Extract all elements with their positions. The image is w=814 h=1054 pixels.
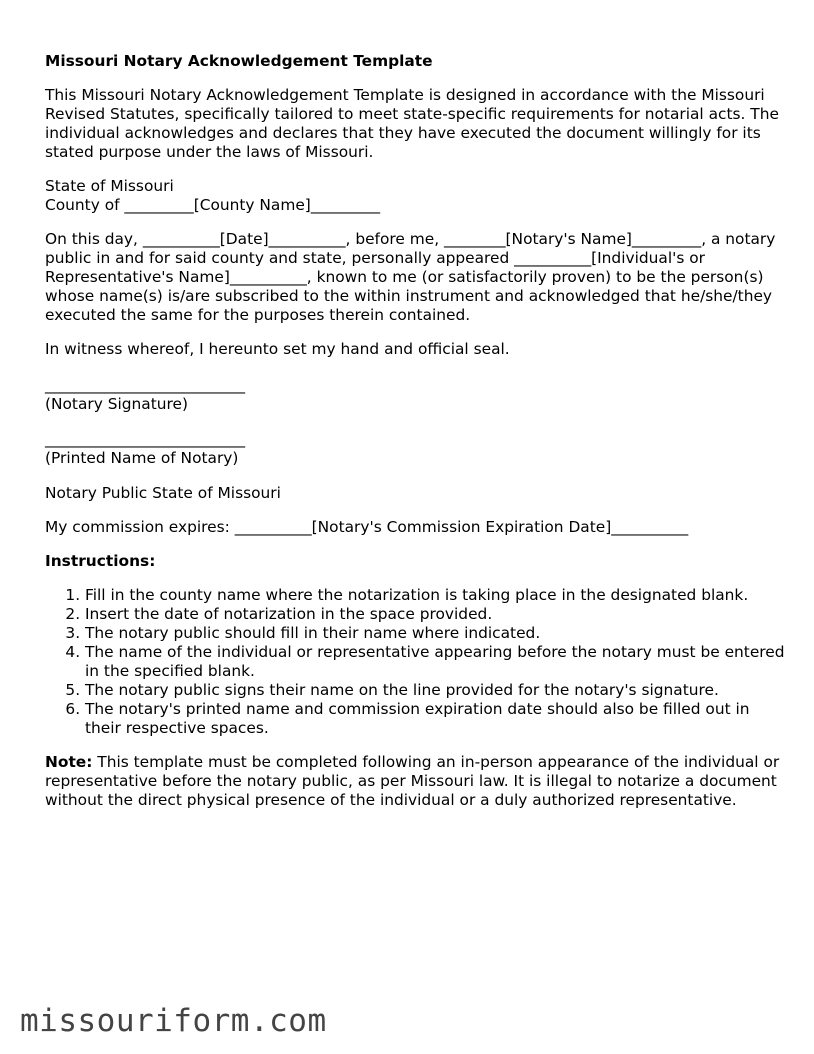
note-label: Note: bbox=[45, 753, 93, 771]
list-item: 4. The name of the individual or representative appearing before the notary must be entered in the specified blank. bbox=[85, 643, 785, 681]
intro-paragraph: This Missouri Notary Acknowledgement Template is designed in accordance with the Missouri Revised Statutes, specifically tailored to meet state-specific requirements for notarial acts. The individual acknowledges and declares that they have executed the document willingly for its stated purpose under the laws of Missouri. bbox=[45, 86, 779, 161]
notary-public-line: Notary Public State of Missouri bbox=[45, 484, 281, 502]
note-paragraph bbox=[45, 753, 785, 810]
site-watermark: missouriform.com bbox=[20, 1003, 327, 1039]
printed-name-label: (Printed Name of Notary) bbox=[45, 449, 239, 467]
witness-statement: In witness whereof, I hereunto set my hand and official seal. bbox=[45, 340, 510, 358]
state-line: State of Missouri bbox=[45, 177, 174, 195]
venue-block bbox=[45, 177, 785, 215]
notary-signature-line: __________________________ bbox=[45, 376, 246, 394]
list-item: 5. The notary public signs their name on the line provided for the notary's signature. bbox=[85, 681, 785, 700]
list-item: 3. The notary public should fill in their name where indicated. bbox=[85, 624, 785, 643]
document bbox=[45, 52, 785, 825]
county-line: County of _________[County Name]_________ bbox=[45, 196, 381, 214]
list-item: 1. Fill in the county name where the notarization is taking place in the designated blank. bbox=[85, 586, 785, 605]
notary-signature-block bbox=[45, 376, 785, 414]
instructions-heading: Instructions: bbox=[45, 552, 156, 570]
note-text: This template must be completed following an in-person appearance of the individual or representative before the notary public, as per Missouri law. It is illegal to notarize a document without the direct physical presence of the individual or a duly authorized representative. bbox=[45, 753, 780, 809]
list-item: 6. The notary's printed name and commission expiration date should also be filled out in their respective spaces. bbox=[85, 700, 785, 738]
printed-name-block bbox=[45, 430, 785, 468]
notary-signature-label: (Notary Signature) bbox=[45, 395, 188, 413]
list-item: 2. Insert the date of notarization in the space provided. bbox=[85, 605, 785, 624]
commission-line: My commission expires: __________[Notary's Commission Expiration Date]__________ bbox=[45, 518, 689, 536]
document-title: Missouri Notary Acknowledgement Template bbox=[45, 52, 433, 70]
acknowledgement-paragraph: On this day, __________[Date]__________, before me, ________[Notary's Name]_________, a notary public in and for said county and state, personally appeared __________[Individual's or Representative's Name]__________, known to me (or satisfactorily proven) to be the person(s) whose name(s) is/are subscribed to the within instrument and acknowledged that he/she/they executed the same for the purposes therein contained. bbox=[45, 230, 776, 324]
printed-name-line: __________________________ bbox=[45, 430, 246, 448]
instructions-list bbox=[45, 586, 785, 738]
